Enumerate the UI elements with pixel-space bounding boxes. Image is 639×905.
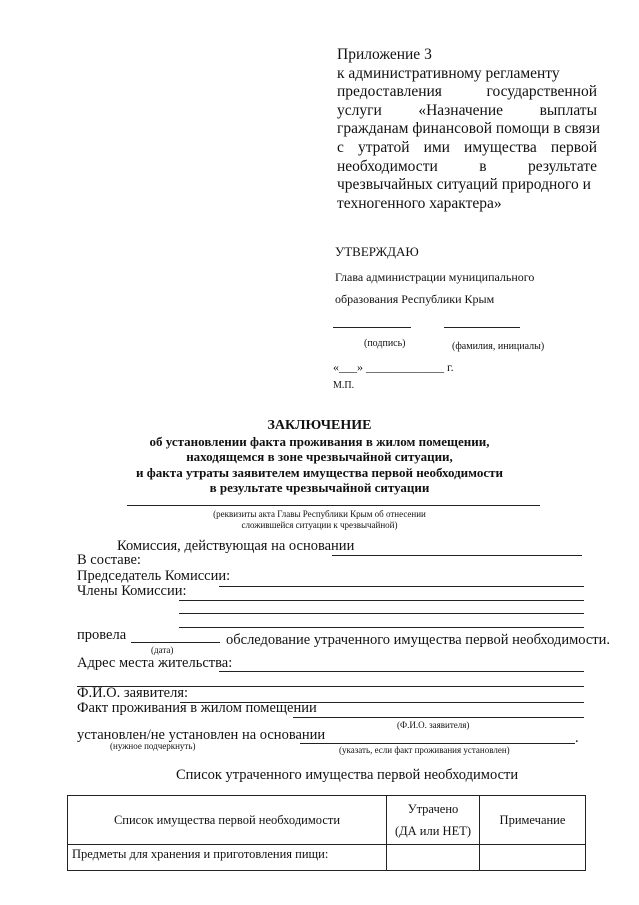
appendix-line: необходимости в результате bbox=[337, 157, 597, 175]
survey-date-line bbox=[131, 642, 220, 643]
name-caption: (фамилия, инициалы) bbox=[452, 341, 545, 352]
document-subtitle: об установлении факта проживания в жилом помещении, bbox=[149, 434, 490, 449]
appendix-block bbox=[337, 46, 601, 213]
document-subtitle: в результате чрезвычайной ситуации bbox=[209, 480, 430, 495]
date-caption: (дата) bbox=[151, 645, 174, 655]
commission-basis-label: Комиссия, действующая на основании bbox=[117, 538, 355, 554]
conducted-label: провела bbox=[77, 627, 127, 643]
composition-label: В составе: bbox=[77, 552, 141, 568]
seal-placeholder: М.П. bbox=[333, 380, 355, 391]
members-label: Члены Комиссии: bbox=[77, 583, 187, 599]
appendix-line: услуги «Назначение выплаты bbox=[337, 101, 597, 119]
chairman-line bbox=[219, 586, 584, 587]
name-line bbox=[444, 327, 520, 328]
appendix-line: гражданам финансовой помощи в связи bbox=[337, 120, 601, 138]
applicant-caption: (Ф.И.О. заявителя) bbox=[397, 720, 470, 730]
applicant-label: Ф.И.О. заявителя: bbox=[77, 685, 189, 701]
member-line bbox=[179, 613, 584, 614]
table-cell bbox=[480, 845, 586, 871]
act-details-line bbox=[127, 505, 540, 506]
table-header-row bbox=[68, 796, 586, 845]
list-title: Список утраченного имущества первой необходимости bbox=[176, 767, 519, 783]
column-header-items: Список имущества первой необходимости bbox=[68, 796, 387, 845]
table-cell bbox=[387, 845, 480, 871]
lost-header-line1: Утрачено bbox=[407, 802, 459, 816]
head-position-line2: образования Республики Крым bbox=[335, 292, 495, 306]
address-label: Адрес места жительства: bbox=[77, 655, 233, 671]
member-line bbox=[179, 600, 584, 601]
document-title: ЗАКЛЮЧЕНИЕ bbox=[267, 418, 372, 433]
residence-line bbox=[293, 717, 584, 718]
chairman-label: Председатель Комиссии: bbox=[77, 568, 231, 584]
appendix-line: с утратой ими имущества первой bbox=[337, 138, 597, 156]
appendix-line: к административному регламенту bbox=[337, 64, 560, 82]
lost-property-table bbox=[67, 795, 586, 871]
table-cell: Предметы для хранения и приготовления пищи: bbox=[68, 845, 387, 871]
act-caption: сложившейся ситуации к чрезвычайной) bbox=[241, 520, 398, 530]
commission-basis-line bbox=[332, 555, 582, 556]
table-row bbox=[68, 845, 586, 871]
approval-date-line: «___» _____________ г. bbox=[333, 360, 454, 374]
member-line bbox=[179, 627, 584, 628]
basis-line bbox=[300, 743, 575, 744]
head-position-line1: Глава администрации муниципального bbox=[335, 270, 535, 284]
appendix-line: чрезвычайных ситуаций природного и bbox=[337, 176, 591, 194]
approve-heading: УТВЕРЖДАЮ bbox=[335, 244, 419, 259]
appendix-title: Приложение 3 bbox=[337, 46, 432, 63]
established-label: установлен/не установлен на основании bbox=[77, 727, 326, 743]
appendix-line: техногенного характера» bbox=[337, 194, 502, 212]
column-header-lost bbox=[387, 796, 480, 845]
address-line bbox=[219, 671, 584, 672]
signature-caption: (подпись) bbox=[364, 338, 406, 349]
document-subtitle: находящемся в зоне чрезвычайной ситуации, bbox=[186, 449, 453, 464]
appendix-line: предоставления государственной bbox=[337, 83, 597, 101]
basis-caption: (указать, если факт проживания установлен) bbox=[339, 745, 510, 755]
survey-label: обследование утраченного имущества первой необходимости. bbox=[226, 632, 611, 648]
document-subtitle: и факта утраты заявителем имущества первой необходимости bbox=[136, 465, 503, 480]
established-end: . bbox=[575, 730, 579, 746]
act-caption: (реквизиты акта Главы Республики Крым об отнесении bbox=[213, 509, 426, 519]
signature-line bbox=[333, 327, 411, 328]
residence-label: Факт проживания в жилом помещении bbox=[77, 700, 317, 716]
underline-caption: (нужное подчеркнуть) bbox=[110, 741, 196, 751]
column-header-note: Примечание bbox=[480, 796, 586, 845]
lost-header-line2: (ДА или НЕТ) bbox=[394, 824, 472, 838]
